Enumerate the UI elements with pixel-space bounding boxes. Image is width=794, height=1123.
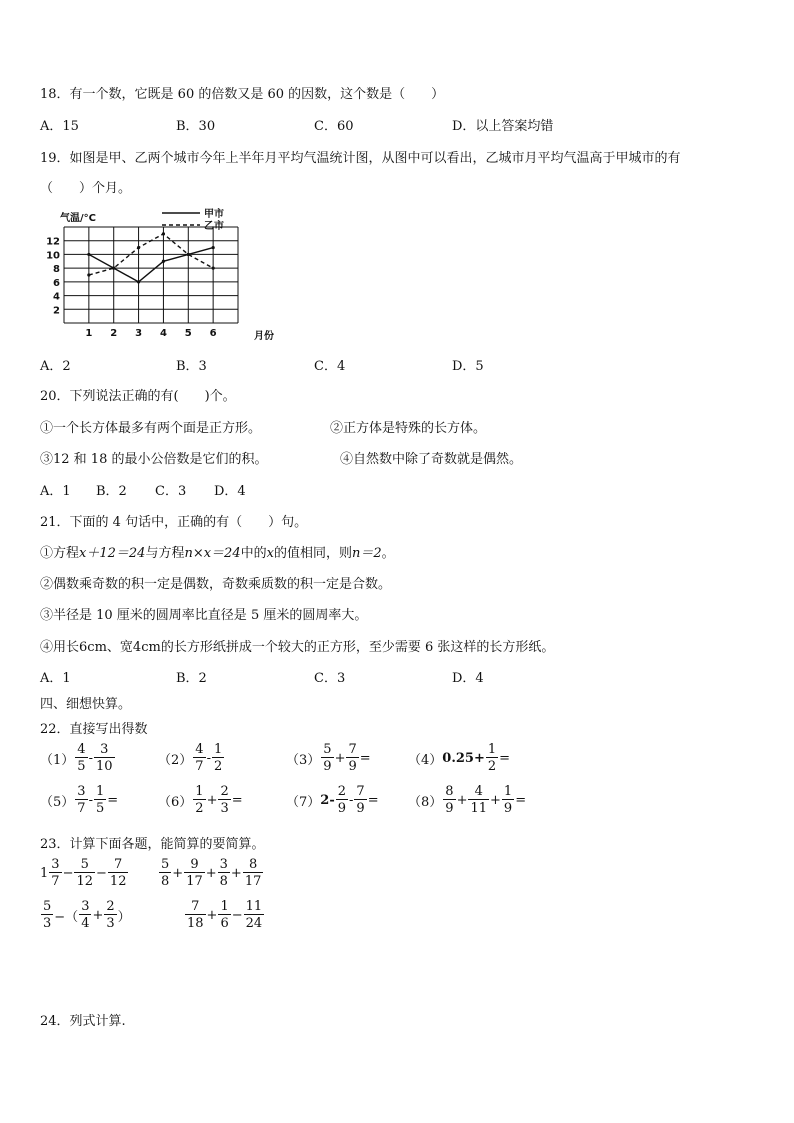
q22-item-1: （1） $\frac{4}{5}$ - $\frac{3}{10}$ [40,742,113,774]
x-tick-label: 1 [85,328,93,339]
q20-statement-1: ①一个长方体最多有两个面是正方形。 [40,421,262,436]
q22-item-4: （4） 0.25+ $\frac{1}{2}$ = [408,742,511,774]
x-tick-label: 3 [135,328,143,339]
q24-title: 24．列式计算. [40,1014,126,1029]
series-line-city-a [89,248,213,282]
y-tick-label: 10 [46,250,60,262]
chart-ticks [46,237,217,339]
data-point [87,273,90,276]
q22-item-5: （5） $\frac{3}{7}$ - $\frac{1}{5}$ = [40,784,119,816]
data-point [112,267,115,270]
q21-statement-1: ①方程x＋12＝24与方程n×x＝24中的x的值相同，则n＝2。 [40,546,395,561]
chart-legend [162,207,224,232]
y-tick-label: 8 [53,264,60,276]
q20-statement-4: ④自然数中除了奇数就是偶然。 [340,452,523,467]
q21-option-d: D．4 [452,671,484,686]
equation-2: n×x＝24 [184,546,241,561]
q21-statement-2: ②偶数乘奇数的积一定是偶数，奇数乘质数的积一定是合数。 [40,577,392,592]
equation-3: n＝2 [351,546,382,561]
chart-axes [60,211,274,342]
q22-item-2: （2） $\frac{4}{7}$ - $\frac{1}{2}$ [158,742,223,774]
q21-option-a: A．1 [40,671,71,686]
q23-expression-3: $\frac{5}{3}$ −（ $\frac{3}{4}$ + $\frac{2}{3}$ ） [43,899,131,931]
x-tick-label: 2 [110,328,118,339]
y-tick-label: 4 [53,291,60,303]
x-tick-label: 5 [184,328,192,339]
data-point [212,267,215,270]
q22-item-6: （6） $\frac{1}{2}$ + $\frac{2}{3}$ = [158,784,243,816]
data-point [137,246,140,249]
section-title: 四、细想快算。 [40,697,132,712]
q23-expression-2: $\frac{5}{8}$ + $\frac{9}{17}$ + $\frac{3}{8}$ + $\frac{8}{17}$ [161,857,262,889]
q22-title: 22．直接写出得数 [40,722,148,737]
temperature-line-chart [40,205,290,345]
q18-option-d: D．以上答案均错 [452,119,554,134]
data-point [162,260,165,263]
x-tick-label: 6 [209,328,217,339]
x-tick-label: 4 [159,328,167,339]
q19-option-d: D．5 [452,359,484,374]
q21-option-b: B．2 [176,671,207,686]
q20-stem: 20．下列说法正确的有( )个。 [40,389,236,404]
data-point [212,246,215,249]
q23-expression-1: 1 $\frac{3}{7}$ − $\frac{5}{12}$ − $\frac{7}{12}$ [40,857,127,889]
data-point [162,232,165,235]
y-tick-label: 6 [53,277,60,289]
equation-1: x＋12＝24 [79,546,146,561]
q21-stem: 21．下面的 4 句话中，正确的有（ ）句。 [40,515,308,530]
q20-statement-2: ②正方体是特殊的长方体。 [330,421,487,436]
legend-label: 乙市 [204,221,224,232]
q20-option-b: B．2 [96,484,127,499]
y-tick-label: 2 [53,305,60,317]
x-axis-label: 月份 [254,331,274,342]
y-axis-label: 气温/°C [60,213,96,224]
q22-item-8: （8） $\frac{8}{9}$ + $\frac{4}{11}$ + $\frac{1}{9}$ = [408,784,527,816]
q21-option-c: C．3 [314,671,346,686]
legend-label: 甲市 [204,209,224,220]
y-tick-label: 12 [46,236,60,248]
variable-x: x [266,546,274,561]
q19-stem-line2: （ ）个月。 [40,181,132,196]
data-point [137,280,140,283]
q19-option-c: C．4 [314,359,346,374]
q20-statement-3: ③12 和 18 的最小公倍数是它们的积。 [40,452,268,467]
q19-option-a: A．2 [40,359,71,374]
q22-item-3: （3） $\frac{5}{9}$ + $\frac{7}{9}$ = [286,742,371,774]
data-point [87,253,90,256]
q20-option-a: A．1 [40,484,71,499]
q18-option-c: C．60 [314,119,354,134]
chart-series [87,232,214,283]
q21-statement-4: ④用长6cm、宽4cm的长方形纸拼成一个较大的正方形，至少需要 6 张这样的长方形纸。 [40,640,555,655]
data-point [187,253,190,256]
q18-option-a: A．15 [40,119,79,134]
q19-stem-line1: 19．如图是甲、乙两个城市今年上半年月平均气温统计图，从图中可以看出，乙城市月平均气温高于甲城市的有 [40,151,681,166]
q20-option-c: C．3 [155,484,187,499]
q20-option-d: D．4 [214,484,246,499]
q21-statement-3: ③半径是 10 厘米的圆周率比直径是 5 厘米的圆周率大。 [40,608,368,623]
q18-option-b: B．30 [176,119,216,134]
q19-option-b: B．3 [176,359,207,374]
q23-expression-4: $\frac{7}{18}$ + $\frac{1}{6}$ − $\frac{11}{24}$ [187,899,263,931]
q22-item-7: （7） 2- $\frac{2}{9}$ - $\frac{7}{9}$ = [286,784,379,816]
q23-title: 23．计算下面各题，能简算的要简算。 [40,837,265,852]
q18-stem: 18．有一个数，它既是 60 的倍数又是 60 的因数，这个数是（ ） [40,87,445,102]
